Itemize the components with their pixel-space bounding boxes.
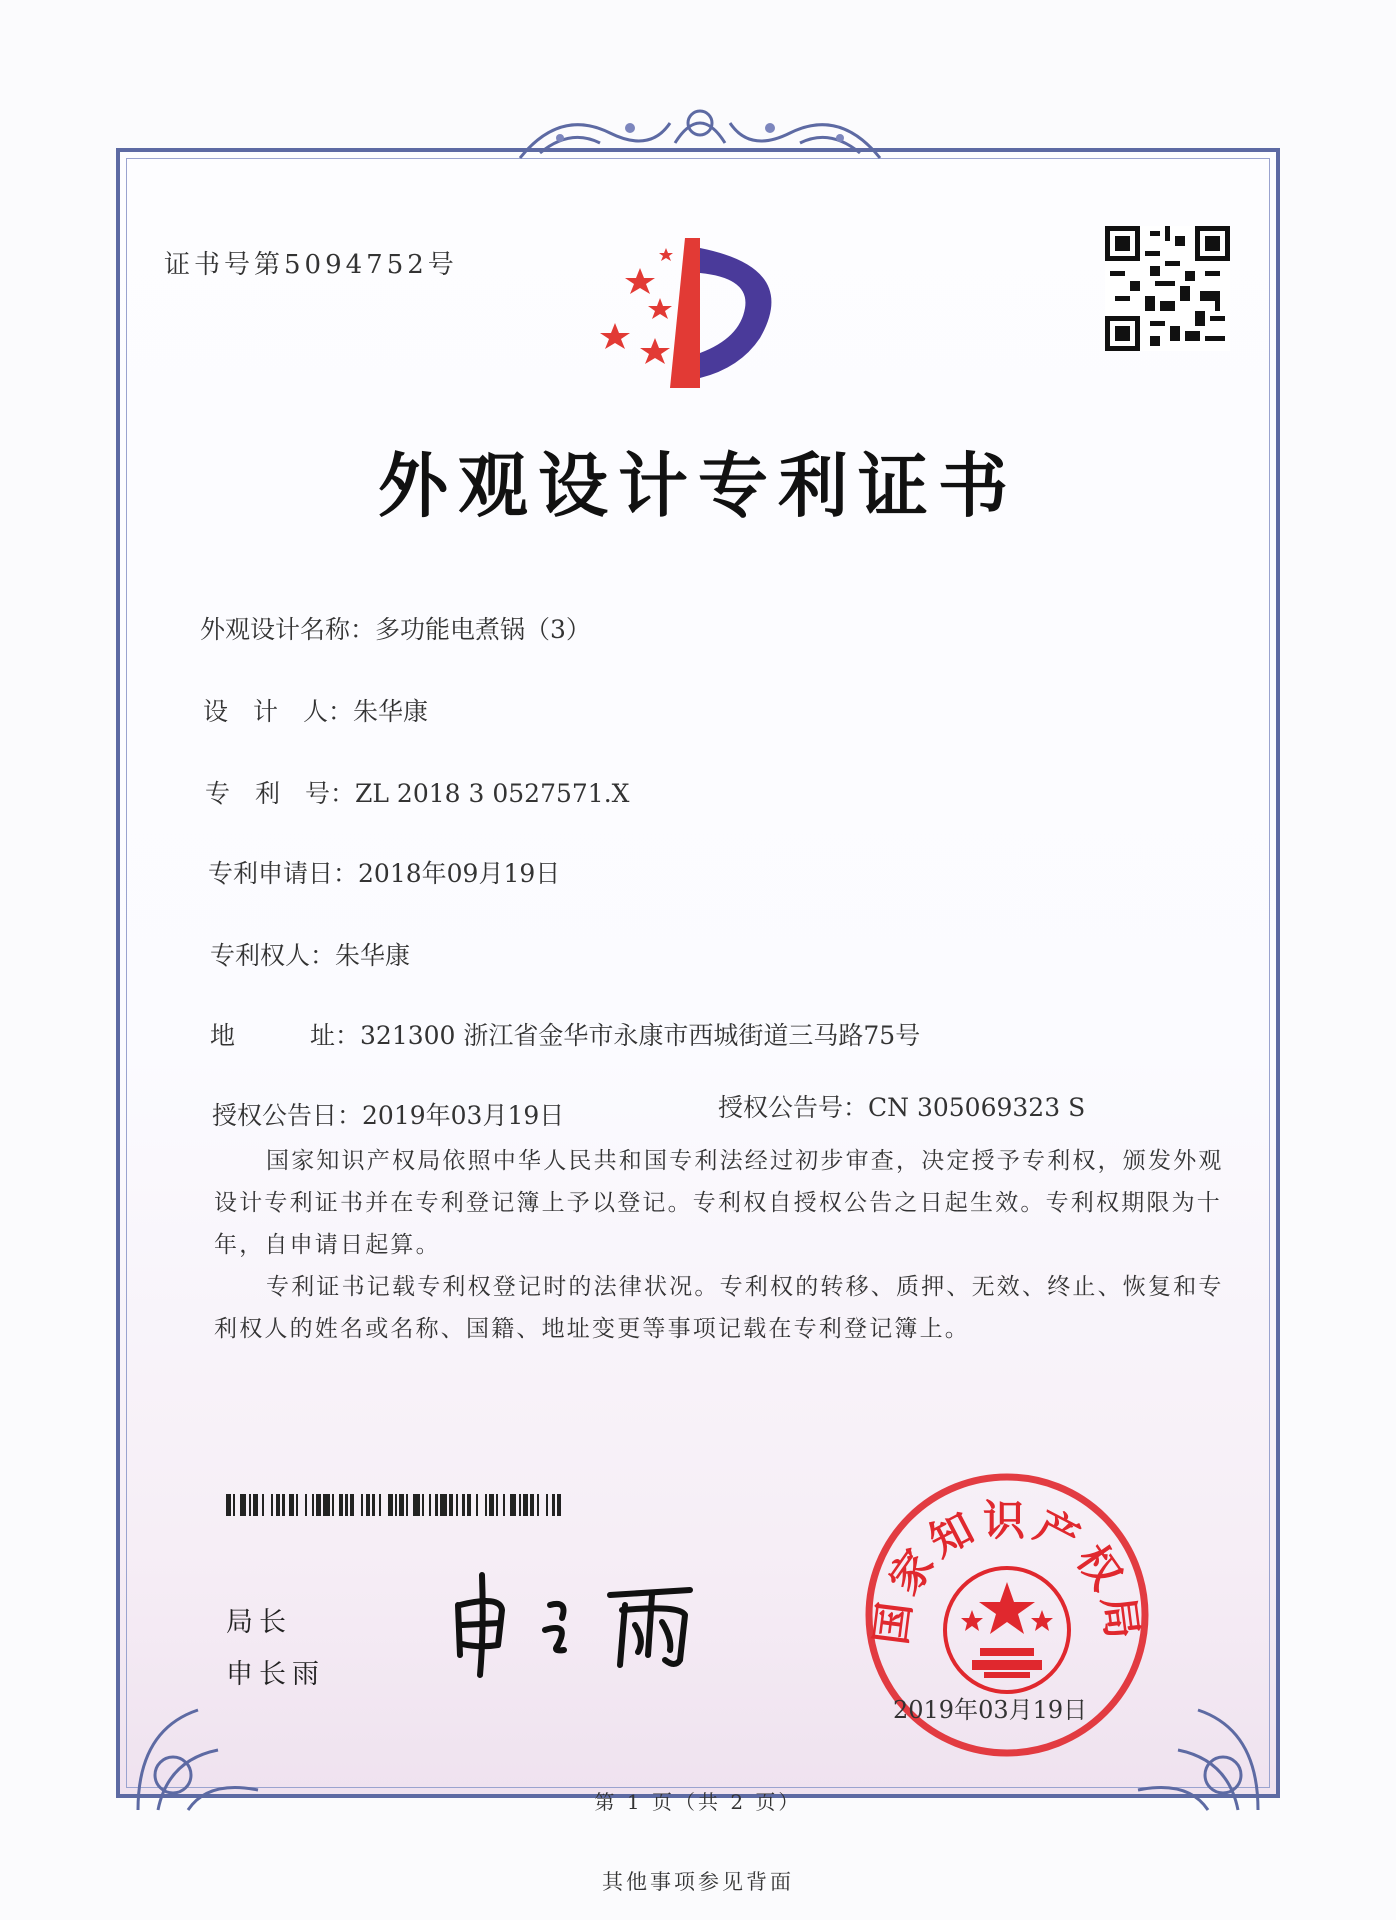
barcode-bar [413, 1494, 420, 1516]
field-label: 授权公告日： [212, 1101, 363, 1130]
field-label: 授权公告号： [718, 1093, 869, 1122]
body-paragraph-1: 国家知识产权局依照中华人民共和国专利法经过初步审查，决定授予专利权，颁发外观设计专利证书并在专利登记簿上予以登记。专利权自授权公告之日起生效。专利权期限为十年，自申请日起算。 [214, 1148, 1224, 1258]
barcode-bar [323, 1494, 330, 1516]
top-ornament-icon [500, 98, 900, 168]
field-value: 朱华康 [353, 697, 429, 726]
body-paragraph-2: 专利证书记载专利权登记时的法律状况。专利权的转移、质押、无效、终止、恢复和专利权人的姓名或名称、国籍、地址变更等事项记载在专利登记簿上。 [214, 1274, 1224, 1342]
certificate-number: 证书号第5094752号 [164, 250, 458, 280]
cnipa-logo-icon [600, 228, 800, 398]
director-title: 局长 [226, 1607, 292, 1638]
field-label: 地 址： [210, 1021, 361, 1050]
back-note: 其他事项参见背面 [602, 1870, 794, 1894]
field-value: 321300 浙江省金华市永康市西城街道三马路75号 [360, 1021, 921, 1050]
national-emblem-icon [945, 1568, 1069, 1692]
field-label: 设 计 人： [203, 697, 354, 726]
barcode-bar [354, 1494, 361, 1516]
field-application-date [208, 854, 560, 890]
page-indicator: 第 1 页（共 2 页） [594, 1790, 802, 1814]
field-address [210, 1016, 920, 1052]
page-title: 外观设计专利证书 [378, 444, 1018, 527]
field-label: 外观设计名称： [200, 615, 376, 644]
field-grant-number [718, 1088, 1085, 1124]
field-value: 朱华康 [335, 941, 411, 970]
qr-code-icon [1105, 226, 1230, 351]
field-patent-number [205, 774, 629, 810]
barcode-bar [240, 1494, 247, 1516]
seal-text: 国家知识产权局 [866, 1496, 1148, 1648]
barcode-bar [298, 1494, 305, 1516]
barcode-bar [264, 1494, 271, 1516]
field-value: 2018年09月19日 [358, 859, 561, 888]
field-value: 多功能电煮锅（3） [375, 615, 591, 644]
field-value: CN 305069323 S [868, 1093, 1086, 1122]
field-value: ZL 2018 3 0527571.X [355, 779, 630, 808]
director-name: 申长雨 [226, 1659, 325, 1690]
field-designer [203, 692, 428, 728]
field-grant-date [212, 1096, 564, 1132]
barcode-bar [381, 1494, 388, 1516]
field-design-name [200, 610, 591, 646]
barcode-icon [226, 1494, 564, 1516]
field-patentee [210, 936, 410, 972]
barcode-bar [561, 1494, 563, 1516]
handwritten-signature [440, 1560, 740, 1680]
seal-date: 2019年03月19日 [893, 1696, 1088, 1724]
field-label: 专利申请日： [208, 859, 359, 888]
field-value: 2019年03月19日 [362, 1101, 565, 1130]
barcode-bar [510, 1494, 517, 1516]
barcode-bar [539, 1494, 546, 1516]
barcode-bar [478, 1494, 485, 1516]
barcode-bar [440, 1494, 447, 1516]
field-label: 专利权人： [210, 941, 336, 970]
field-label: 专 利 号： [205, 779, 356, 808]
